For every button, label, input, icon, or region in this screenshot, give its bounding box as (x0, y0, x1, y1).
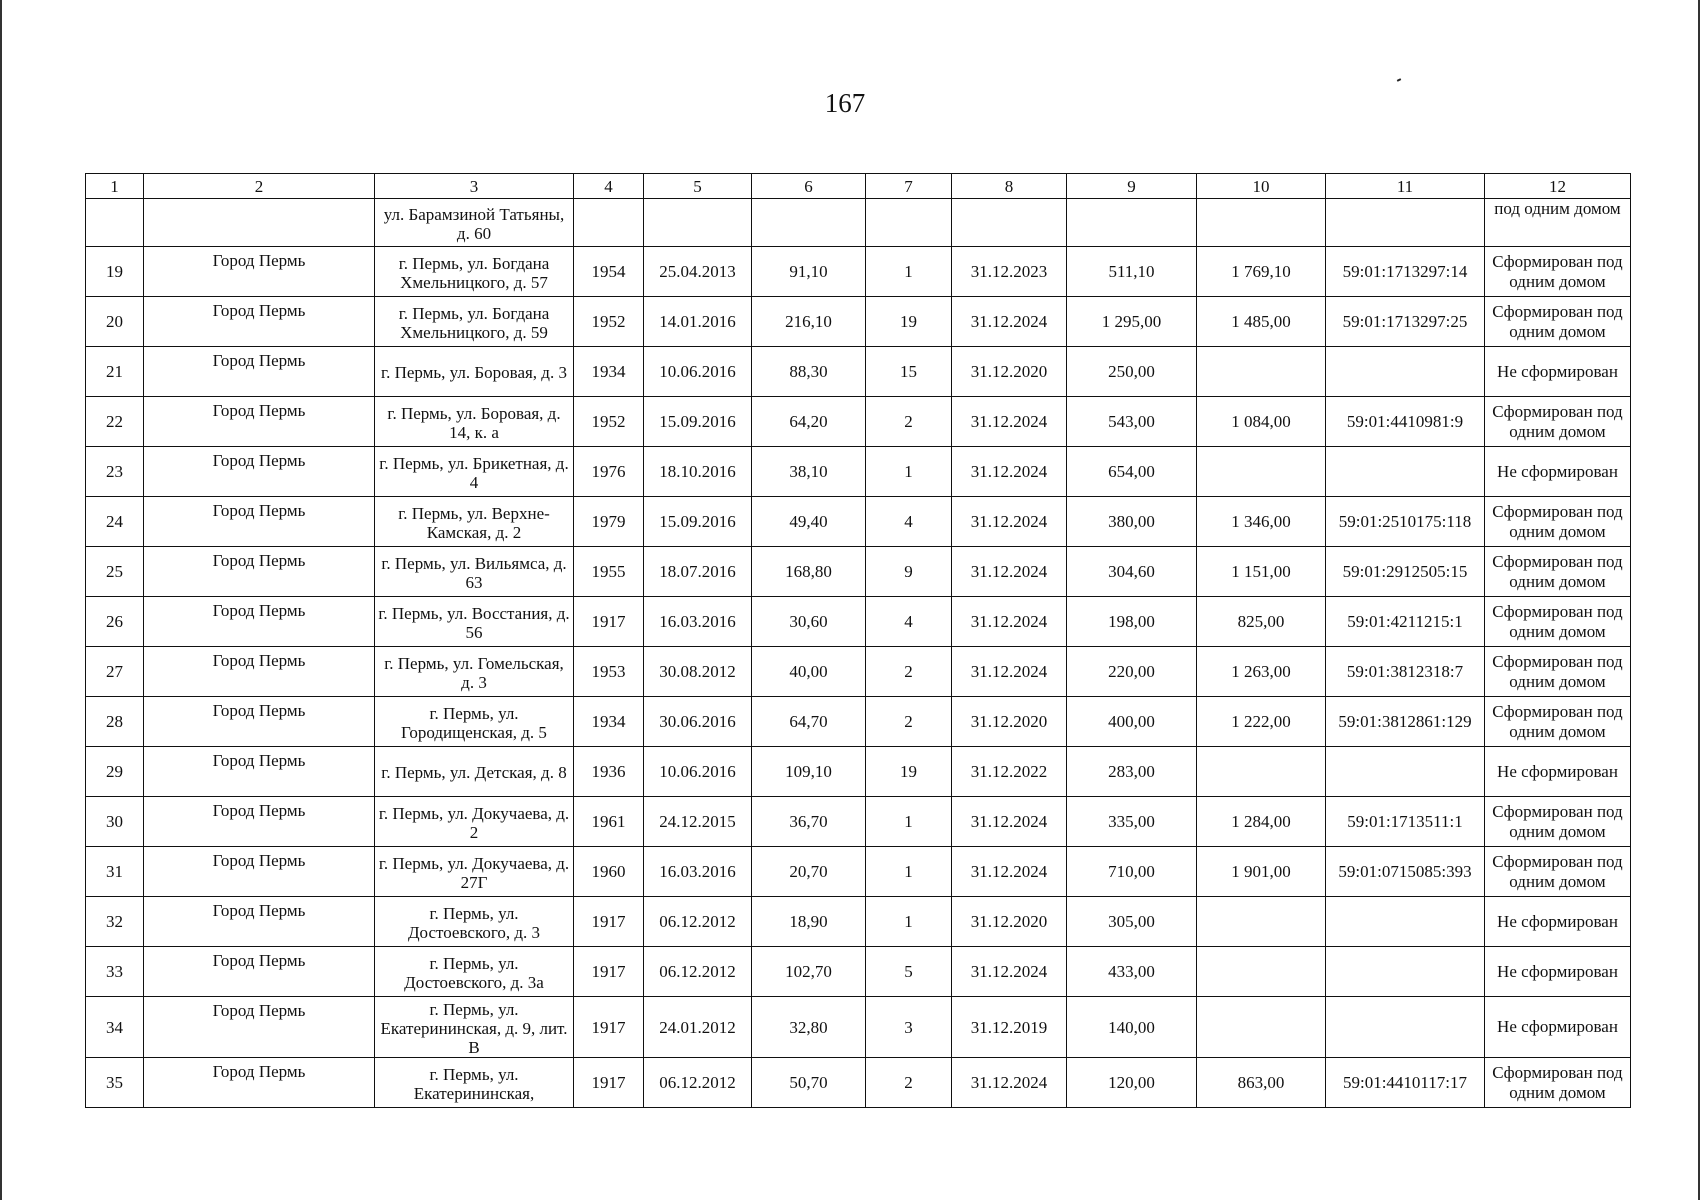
cell-value-9: 1 295,00 (1067, 297, 1197, 347)
cell-value-9: 304,60 (1067, 547, 1197, 597)
registry-table (85, 173, 1631, 1108)
cell-value-9: 120,00 (1067, 1058, 1197, 1108)
cell-cadastral-number: 59:01:2510175:118 (1326, 497, 1485, 547)
cell-address: ул. Барамзиной Татьяны, д. 60 (375, 199, 574, 247)
cell-resettlement-deadline: 31.12.2024 (952, 797, 1067, 847)
cell-empty (1067, 199, 1197, 247)
cell-status: Не сформирован (1485, 997, 1631, 1058)
cell-row-number: 32 (86, 897, 144, 947)
cell-residents: 1 (866, 447, 952, 497)
cell-cadastral-number: 59:01:3812318:7 (1326, 647, 1485, 697)
cell-address: г. Пермь, ул. Городищенская, д. 5 (375, 697, 574, 747)
cell-cadastral-number: 59:01:4211215:1 (1326, 597, 1485, 647)
cell-municipality: Город Пермь (144, 247, 375, 297)
cell-empty (644, 199, 752, 247)
cell-recognition-date: 18.07.2016 (644, 547, 752, 597)
column-number-row (86, 174, 1631, 199)
cell-status: под одним домом (1485, 199, 1631, 247)
cell-area: 30,60 (752, 597, 866, 647)
table-row (86, 897, 1631, 947)
cell-row-number: 24 (86, 497, 144, 547)
cell-status: Не сформирован (1485, 947, 1631, 997)
cell-value-10: 1 284,00 (1197, 797, 1326, 847)
cell-recognition-date: 25.04.2013 (644, 247, 752, 297)
cell-area: 91,10 (752, 247, 866, 297)
cell-status: Сформирован под одним домом (1485, 397, 1631, 447)
cell-empty (1197, 199, 1326, 247)
column-header: 7 (866, 174, 952, 199)
cell-area: 64,20 (752, 397, 866, 447)
table-row (86, 647, 1631, 697)
cell-cadastral-number (1326, 347, 1485, 397)
column-header: 5 (644, 174, 752, 199)
cell-residents: 4 (866, 497, 952, 547)
cell-status: Не сформирован (1485, 897, 1631, 947)
column-header: 9 (1067, 174, 1197, 199)
cell-address: г. Пермь, ул. Детская, д. 8 (375, 747, 574, 797)
cell-recognition-date: 15.09.2016 (644, 497, 752, 547)
cell-value-9: 305,00 (1067, 897, 1197, 947)
cell-cadastral-number (1326, 947, 1485, 997)
table-row (86, 847, 1631, 897)
cell-resettlement-deadline: 31.12.2020 (952, 697, 1067, 747)
cell-residents: 1 (866, 797, 952, 847)
cell-cadastral-number: 59:01:1713511:1 (1326, 797, 1485, 847)
cell-resettlement-deadline: 31.12.2024 (952, 447, 1067, 497)
table-row (86, 797, 1631, 847)
cell-status: Сформирован под одним домом (1485, 597, 1631, 647)
cell-row-number: 20 (86, 297, 144, 347)
cell-resettlement-deadline: 31.12.2020 (952, 897, 1067, 947)
cell-value-9: 220,00 (1067, 647, 1197, 697)
table-row (86, 397, 1631, 447)
cell-area: 88,30 (752, 347, 866, 397)
cell-residents: 2 (866, 697, 952, 747)
cell-build-year: 1934 (574, 697, 644, 747)
cell-address: г. Пермь, ул. Восстания, д. 56 (375, 597, 574, 647)
cell-address: г. Пермь, ул. Докучаева, д. 2 (375, 797, 574, 847)
cell-value-9: 400,00 (1067, 697, 1197, 747)
column-header: 10 (1197, 174, 1326, 199)
cell-municipality: Город Пермь (144, 447, 375, 497)
cell-residents: 9 (866, 547, 952, 597)
cell-municipality: Город Пермь (144, 647, 375, 697)
cell-address: г. Пермь, ул. Верхне-Камская, д. 2 (375, 497, 574, 547)
cell-municipality: Город Пермь (144, 597, 375, 647)
cell-residents: 2 (866, 1058, 952, 1108)
cell-row-number: 34 (86, 997, 144, 1058)
table-row (86, 997, 1631, 1058)
cell-empty (574, 199, 644, 247)
cell-address: г. Пермь, ул. Брикетная, д. 4 (375, 447, 574, 497)
cell-residents: 1 (866, 247, 952, 297)
cell-area: 40,00 (752, 647, 866, 697)
cell-residents: 2 (866, 397, 952, 447)
cell-resettlement-deadline: 31.12.2024 (952, 647, 1067, 697)
cell-empty (144, 199, 375, 247)
cell-area: 49,40 (752, 497, 866, 547)
cell-residents: 2 (866, 647, 952, 697)
cell-cadastral-number: 59:01:2912505:15 (1326, 547, 1485, 597)
table-row (86, 747, 1631, 797)
cell-recognition-date: 16.03.2016 (644, 597, 752, 647)
cell-build-year: 1917 (574, 597, 644, 647)
cell-status: Сформирован под одним домом (1485, 297, 1631, 347)
cell-row-number: 33 (86, 947, 144, 997)
table-row (86, 1058, 1631, 1108)
cell-resettlement-deadline: 31.12.2022 (952, 747, 1067, 797)
cell-build-year: 1952 (574, 297, 644, 347)
cell-area: 36,70 (752, 797, 866, 847)
cell-recognition-date: 24.01.2012 (644, 997, 752, 1058)
table-row (86, 597, 1631, 647)
cell-build-year: 1961 (574, 797, 644, 847)
continued-row (86, 199, 1631, 247)
column-header: 4 (574, 174, 644, 199)
cell-area: 38,10 (752, 447, 866, 497)
cell-cadastral-number (1326, 997, 1485, 1058)
cell-status: Не сформирован (1485, 447, 1631, 497)
cell-municipality: Город Пермь (144, 547, 375, 597)
cell-status: Сформирован под одним домом (1485, 1058, 1631, 1108)
cell-row-number: 22 (86, 397, 144, 447)
cell-value-10: 1 222,00 (1197, 697, 1326, 747)
cell-build-year: 1917 (574, 897, 644, 947)
cell-build-year: 1953 (574, 647, 644, 697)
cell-build-year: 1955 (574, 547, 644, 597)
cell-value-10 (1197, 447, 1326, 497)
table-row (86, 297, 1631, 347)
cell-value-10: 1 263,00 (1197, 647, 1326, 697)
cell-value-10: 825,00 (1197, 597, 1326, 647)
cell-row-number: 30 (86, 797, 144, 847)
table-row (86, 447, 1631, 497)
cell-area: 102,70 (752, 947, 866, 997)
cell-cadastral-number (1326, 447, 1485, 497)
cell-build-year: 1979 (574, 497, 644, 547)
cell-municipality: Город Пермь (144, 1058, 375, 1108)
cell-value-10: 1 346,00 (1197, 497, 1326, 547)
cell-address: г. Пермь, ул. Боровая, д. 3 (375, 347, 574, 397)
cell-residents: 1 (866, 897, 952, 947)
cell-recognition-date: 30.06.2016 (644, 697, 752, 747)
cell-municipality: Город Пермь (144, 997, 375, 1058)
cell-address: г. Пермь, ул. Боровая, д. 14, к. а (375, 397, 574, 447)
cell-address: г. Пермь, ул. Екатерининская, (375, 1058, 574, 1108)
cell-address: г. Пермь, ул. Докучаева, д. 27Г (375, 847, 574, 897)
cell-status: Сформирован под одним домом (1485, 847, 1631, 897)
cell-residents: 19 (866, 297, 952, 347)
cell-resettlement-deadline: 31.12.2020 (952, 347, 1067, 397)
cell-cadastral-number: 59:01:3812861:129 (1326, 697, 1485, 747)
registry-table-body (86, 174, 1631, 1108)
cell-cadastral-number (1326, 747, 1485, 797)
cell-value-10: 1 769,10 (1197, 247, 1326, 297)
cell-resettlement-deadline: 31.12.2024 (952, 547, 1067, 597)
column-header: 3 (375, 174, 574, 199)
cell-row-number: 19 (86, 247, 144, 297)
page-number: 167 (824, 88, 866, 118)
cell-value-9: 250,00 (1067, 347, 1197, 397)
cell-resettlement-deadline: 31.12.2024 (952, 397, 1067, 447)
cell-value-9: 283,00 (1067, 747, 1197, 797)
cell-status: Сформирован под одним домом (1485, 697, 1631, 747)
cell-recognition-date: 10.06.2016 (644, 747, 752, 797)
cell-residents: 15 (866, 347, 952, 397)
cell-build-year: 1936 (574, 747, 644, 797)
cell-empty (1326, 199, 1485, 247)
cell-value-9: 654,00 (1067, 447, 1197, 497)
cell-value-9: 511,10 (1067, 247, 1197, 297)
cell-area: 50,70 (752, 1058, 866, 1108)
cell-value-9: 380,00 (1067, 497, 1197, 547)
cell-build-year: 1976 (574, 447, 644, 497)
cell-build-year: 1954 (574, 247, 644, 297)
cell-recognition-date: 16.03.2016 (644, 847, 752, 897)
cell-residents: 4 (866, 597, 952, 647)
cell-municipality: Город Пермь (144, 947, 375, 997)
cell-build-year: 1934 (574, 347, 644, 397)
cell-value-9: 433,00 (1067, 947, 1197, 997)
scan-edge-left (0, 0, 2, 1200)
cell-value-10: 863,00 (1197, 1058, 1326, 1108)
cell-build-year: 1952 (574, 397, 644, 447)
cell-cadastral-number: 59:01:4410981:9 (1326, 397, 1485, 447)
table-row (86, 497, 1631, 547)
cell-area: 168,80 (752, 547, 866, 597)
cell-empty (86, 199, 144, 247)
table-row (86, 247, 1631, 297)
cell-recognition-date: 30.08.2012 (644, 647, 752, 697)
cell-area: 109,10 (752, 747, 866, 797)
cell-status: Сформирован под одним домом (1485, 547, 1631, 597)
cell-value-10 (1197, 947, 1326, 997)
cell-residents: 19 (866, 747, 952, 797)
cell-build-year: 1917 (574, 1058, 644, 1108)
cell-recognition-date: 24.12.2015 (644, 797, 752, 847)
cell-municipality: Город Пермь (144, 497, 375, 547)
cell-resettlement-deadline: 31.12.2024 (952, 847, 1067, 897)
cell-value-10 (1197, 347, 1326, 397)
cell-value-9: 543,00 (1067, 397, 1197, 447)
cell-row-number: 31 (86, 847, 144, 897)
table-row (86, 547, 1631, 597)
cell-row-number: 27 (86, 647, 144, 697)
scan-speck (1397, 78, 1401, 82)
cell-value-10 (1197, 747, 1326, 797)
cell-build-year: 1917 (574, 947, 644, 997)
cell-area: 18,90 (752, 897, 866, 947)
cell-row-number: 23 (86, 447, 144, 497)
cell-recognition-date: 18.10.2016 (644, 447, 752, 497)
column-header: 8 (952, 174, 1067, 199)
cell-address: г. Пермь, ул. Богдана Хмельницкого, д. 59 (375, 297, 574, 347)
cell-municipality: Город Пермь (144, 397, 375, 447)
cell-cadastral-number (1326, 897, 1485, 947)
cell-cadastral-number: 59:01:0715085:393 (1326, 847, 1485, 897)
cell-row-number: 29 (86, 747, 144, 797)
cell-resettlement-deadline: 31.12.2024 (952, 597, 1067, 647)
cell-resettlement-deadline: 31.12.2023 (952, 247, 1067, 297)
cell-cadastral-number: 59:01:1713297:25 (1326, 297, 1485, 347)
cell-status: Не сформирован (1485, 347, 1631, 397)
cell-area: 64,70 (752, 697, 866, 747)
cell-municipality: Город Пермь (144, 847, 375, 897)
table-row (86, 347, 1631, 397)
cell-recognition-date: 06.12.2012 (644, 897, 752, 947)
cell-row-number: 28 (86, 697, 144, 747)
cell-address: г. Пермь, ул. Вильямса, д. 63 (375, 547, 574, 597)
cell-row-number: 21 (86, 347, 144, 397)
cell-address: г. Пермь, ул. Гомельская, д. 3 (375, 647, 574, 697)
cell-value-10 (1197, 997, 1326, 1058)
cell-status: Сформирован под одним домом (1485, 247, 1631, 297)
cell-recognition-date: 14.01.2016 (644, 297, 752, 347)
table-row (86, 947, 1631, 997)
cell-status: Сформирован под одним домом (1485, 647, 1631, 697)
cell-row-number: 26 (86, 597, 144, 647)
column-header: 12 (1485, 174, 1631, 199)
cell-value-10: 1 084,00 (1197, 397, 1326, 447)
cell-recognition-date: 06.12.2012 (644, 1058, 752, 1108)
cell-value-10: 1 151,00 (1197, 547, 1326, 597)
cell-status: Не сформирован (1485, 747, 1631, 797)
cell-empty (752, 199, 866, 247)
cell-municipality: Город Пермь (144, 747, 375, 797)
cell-cadastral-number: 59:01:1713297:14 (1326, 247, 1485, 297)
cell-resettlement-deadline: 31.12.2024 (952, 947, 1067, 997)
cell-value-9: 710,00 (1067, 847, 1197, 897)
cell-build-year: 1917 (574, 997, 644, 1058)
cell-value-10: 1 485,00 (1197, 297, 1326, 347)
cell-status: Сформирован под одним домом (1485, 797, 1631, 847)
cell-value-9: 335,00 (1067, 797, 1197, 847)
cell-recognition-date: 15.09.2016 (644, 397, 752, 447)
cell-empty (952, 199, 1067, 247)
cell-municipality: Город Пермь (144, 797, 375, 847)
cell-resettlement-deadline: 31.12.2024 (952, 297, 1067, 347)
cell-resettlement-deadline: 31.12.2024 (952, 1058, 1067, 1108)
cell-row-number: 25 (86, 547, 144, 597)
column-header: 2 (144, 174, 375, 199)
column-header: 6 (752, 174, 866, 199)
cell-address: г. Пермь, ул. Богдана Хмельницкого, д. 57 (375, 247, 574, 297)
cell-residents: 5 (866, 947, 952, 997)
cell-residents: 1 (866, 847, 952, 897)
cell-value-10: 1 901,00 (1197, 847, 1326, 897)
cell-status: Сформирован под одним домом (1485, 497, 1631, 547)
cell-row-number: 35 (86, 1058, 144, 1108)
cell-value-9: 198,00 (1067, 597, 1197, 647)
cell-resettlement-deadline: 31.12.2024 (952, 497, 1067, 547)
cell-area: 20,70 (752, 847, 866, 897)
cell-empty (866, 199, 952, 247)
cell-cadastral-number: 59:01:4410117:17 (1326, 1058, 1485, 1108)
cell-municipality: Город Пермь (144, 347, 375, 397)
cell-resettlement-deadline: 31.12.2019 (952, 997, 1067, 1058)
column-header: 1 (86, 174, 144, 199)
cell-build-year: 1960 (574, 847, 644, 897)
cell-area: 32,80 (752, 997, 866, 1058)
cell-recognition-date: 10.06.2016 (644, 347, 752, 397)
cell-address: г. Пермь, ул. Достоевского, д. 3 (375, 897, 574, 947)
cell-recognition-date: 06.12.2012 (644, 947, 752, 997)
cell-residents: 3 (866, 997, 952, 1058)
cell-municipality: Город Пермь (144, 897, 375, 947)
table-row (86, 697, 1631, 747)
column-header: 11 (1326, 174, 1485, 199)
cell-address: г. Пермь, ул. Достоевского, д. 3а (375, 947, 574, 997)
cell-area: 216,10 (752, 297, 866, 347)
cell-municipality: Город Пермь (144, 297, 375, 347)
cell-address: г. Пермь, ул. Екатерининская, д. 9, лит. В (375, 997, 574, 1058)
cell-value-10 (1197, 897, 1326, 947)
cell-municipality: Город Пермь (144, 697, 375, 747)
cell-value-9: 140,00 (1067, 997, 1197, 1058)
